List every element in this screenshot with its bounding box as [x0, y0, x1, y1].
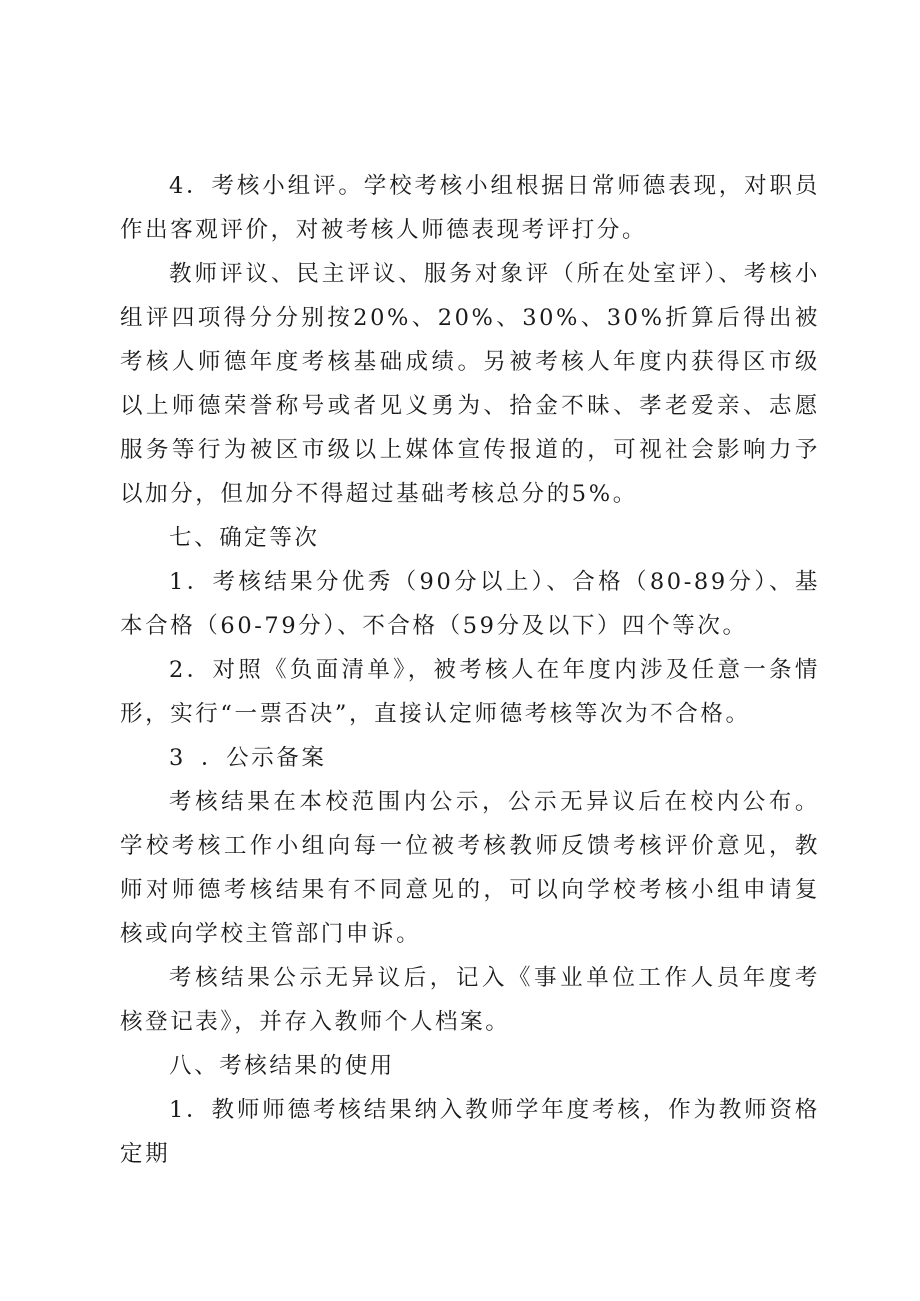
paragraph-grade-levels: 1．考核结果分优秀（90分以上）、合格（80-89分）、基本合格（60-79分）、不合格（59分及以下）四个等次。	[120, 569, 820, 639]
heading-publicity-filing	[120, 736, 820, 780]
heading-determine-grade: 七、确定等次	[169, 525, 320, 551]
heading-result-usage: 八、考核结果的使用	[169, 1053, 395, 1079]
paragraph-record-archive: 考核结果公示无异议后，记入《事业单位工作人员年度考核登记表》，并存入教师个人档案。	[120, 965, 820, 1035]
paragraph-publicity: 考核结果在本校范围内公示，公示无异议后在校内公布。学校考核工作小组向每一位被考核教师反馈考核评价意见，教师对师德考核结果有不同意见的，可以向学校考核小组申请复核或向学校主管部门申诉。	[120, 789, 820, 947]
item-number: 3	[169, 745, 186, 771]
paragraph-score-weighting: 教师评议、民主评议、服务对象评（所在处室评）、考核小组评四项得分分别按20%、20%、30%、30%折算后得出被考核人师德年度考核基础成绩。另被考核人年度内获得区市级以上师德荣誉称号或者见义勇为、拾金不昧、孝老爱亲、志愿服务等行为被区市级以上媒体宣传报道的，可视社会影响力予以加分，但加分不得超过基础考核总分的5%。	[120, 261, 820, 507]
document-body	[120, 164, 820, 1176]
paragraph-assessment-group: 4．考核小组评。学校考核小组根据日常师德表现，对职员作出客观评价，对被考核人师德表现考评打分。	[120, 173, 820, 243]
item-title: ．公示备案	[201, 745, 327, 771]
paragraph-result-usage-1: 1．教师师德考核结果纳入教师学年度考核，作为教师资格定期	[120, 1097, 820, 1167]
paragraph-negative-list: 2．对照《负面清单》，被考核人在年度内涉及任意一条情形，实行“一票否决”，直接认定师德考核等次为不合格。	[120, 657, 820, 727]
